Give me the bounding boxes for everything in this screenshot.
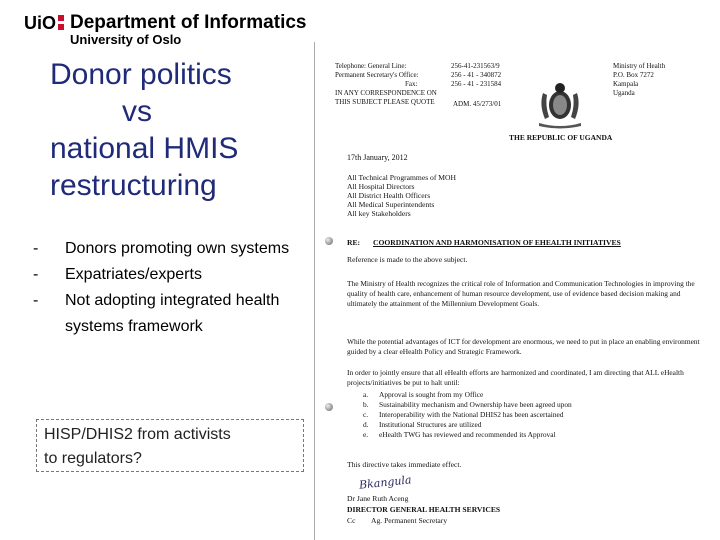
bullet-marker: - [33,292,39,309]
bullet-continuation: systems framework [65,318,203,335]
coat-of-arms-icon [533,79,587,129]
letter-conditions [363,390,572,440]
address-line: P.O. Box 7272 [613,71,654,79]
bullet-text: Expatriates/experts [65,266,202,283]
letter-subject: COORDINATION AND HARMONISATION OF EHEALTH INITIATIVES [373,238,621,247]
title-line: restructuring [50,169,217,202]
letter-signer-name: Dr Jane Ruth Aceng [347,494,409,503]
bullet-text: Donors promoting own systems [65,240,290,257]
condition-item [363,390,572,400]
condition-item [363,430,572,440]
recipient: All District Health Officers [347,191,431,200]
letter-paragraph: The Ministry of Health recognizes the critical role of Information and Communication Technologies in improving the quality of health care, enhancement of human resource development, use of evidence based decision making and ultimately the attainment of the Millennium Development Goals. [347,279,695,308]
letter-paragraph: While the potential advantages of ICT for development are enormous, we need to put in place an enabling environment guided by a clear eHealth Policy and Strategic Framework. [347,337,700,356]
recipient: All Technical Programmes of MOH [347,173,456,182]
bullet-text: Not adopting integrated health [65,292,280,309]
bullet-marker: - [33,240,39,257]
letter-header-line: THIS SUBJECT PLEASE QUOTE [335,98,435,106]
letter-reference-number: ADM. 45/273/01 [453,100,502,108]
condition-item [363,400,572,410]
bullet-item [33,288,333,314]
condition-item [363,410,572,420]
recipient: All Medical Superintendents [347,200,435,209]
letter-re-label: RE: [347,238,361,247]
pin-icon [325,403,333,411]
letter-phone-numbers [451,62,501,89]
letter-signer-title: DIRECTOR GENERAL HEALTH SERVICES [347,505,501,514]
address-line: Ministry of Health [613,62,666,70]
address-line: Kampala [613,80,639,88]
department-name: Department of Informatics [70,12,307,33]
title-line: Donor politics [50,58,232,91]
letter-republic: THE REPUBLIC OF UGANDA [509,133,613,142]
callout-line: to regulators? [44,450,142,467]
recipient: All Hospital Directors [347,182,415,191]
condition-marker: b. [363,400,369,409]
recipient: All key Stakeholders [347,209,411,218]
phone-number: 256 - 41 - 231584 [451,80,502,88]
condition-marker: c. [363,410,369,419]
condition-text: Institutional Structures are utilized [379,420,482,429]
phone-number: 256 - 41 - 340872 [451,71,502,79]
uio-logo: UiO [24,13,57,33]
callout-line: HISP/DHIS2 from activists [44,426,231,443]
letter-paragraph: In order to jointly ensure that all eHealth efforts are harmonized and coordinated, I am directing that ALL eHealth projects/initiatives be put to halt until: [347,368,684,387]
letter-recipients [347,173,456,218]
letter-cc-label: Cc [347,516,356,525]
letter-address [613,62,665,98]
pin-icon [325,237,333,245]
title-line: national HMIS [50,132,239,165]
condition-marker: a. [363,390,369,399]
letter-reference: Reference is made to the above subject. [347,255,468,264]
letter-date: 17th January, 2012 [347,153,408,162]
condition-item [363,420,572,430]
letter-directive: This directive takes immediate effect. [347,460,462,469]
condition-text: Interoperability with the National DHIS2 has been ascertained [379,410,564,419]
bullet-item [33,262,333,288]
condition-marker: d. [363,420,369,429]
condition-text: Approval is sought from my Office [379,390,484,399]
letter-cc: Ag. Permanent Secretary [371,516,448,525]
slide-title [50,56,310,204]
bullet-marker: - [33,266,39,283]
phone-number: 256-41-231563/9 [451,62,500,70]
address-line: Uganda [613,89,635,97]
letter-left-header [335,62,437,107]
condition-text: eHealth TWG has reviewed and recommended its Approval [379,430,556,439]
condition-marker: e. [363,430,369,439]
letter-header-line: Fax: [405,80,418,88]
letter-header-line: Permanent Secretary's Office: [335,71,419,79]
university-name: University of Oslo [70,32,182,47]
letter-header-line: Telephone: General Line: [335,62,407,70]
ministry-letter [314,42,720,540]
callout-text [44,423,294,471]
bullet-list [33,236,333,340]
title-line: vs [122,95,152,128]
letter-signature: Bkangula [358,473,413,492]
bullet-item [33,236,333,262]
condition-text: Sustainability mechanism and Ownership have been agreed upon [379,400,572,409]
letter-header-line: IN ANY CORRESPONDENCE ON [335,89,437,97]
uio-logo-mark-icon [58,13,64,31]
